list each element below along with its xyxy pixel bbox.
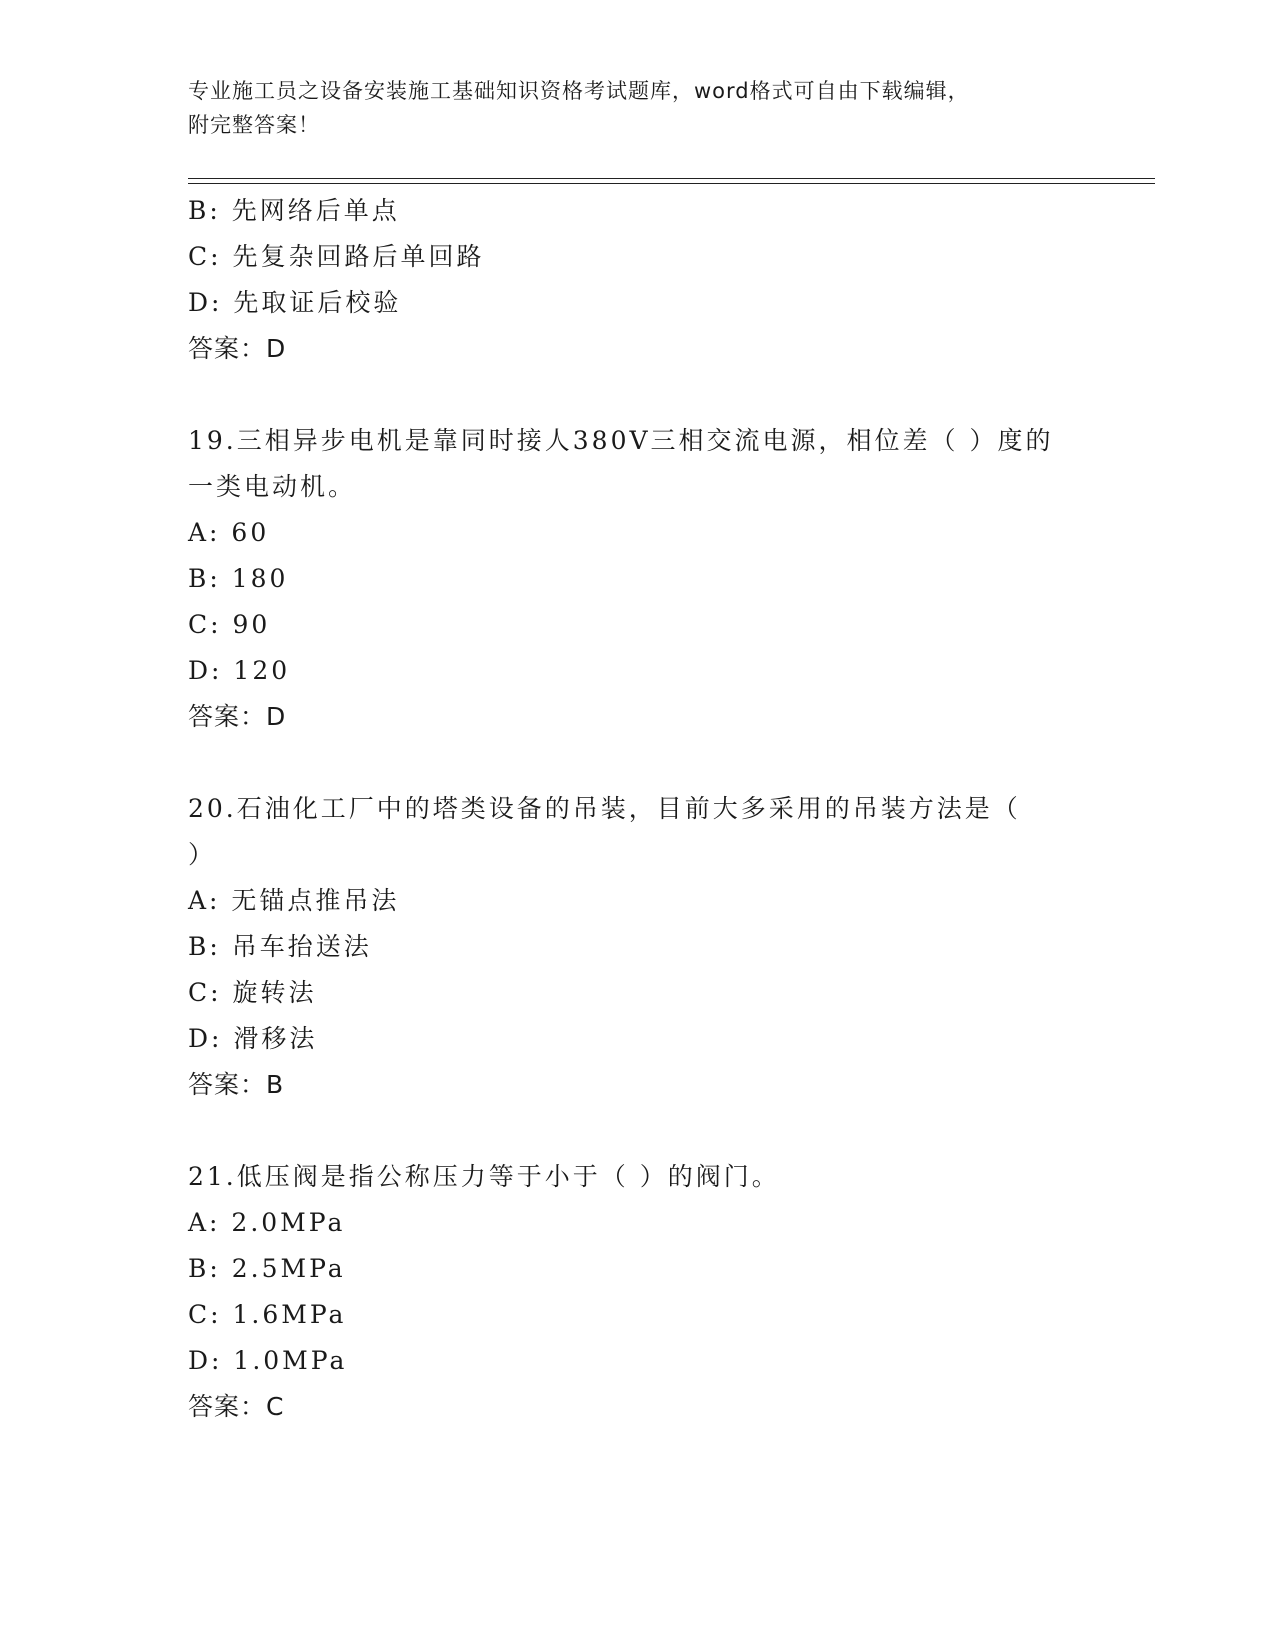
option-c: C: 90 [188,610,271,639]
spacer [188,1108,1148,1154]
question-block-prev [188,188,1148,372]
option-b: B: 2.5MPa [188,1254,346,1283]
option-d: D: 1.0MPa [188,1346,348,1375]
option-d: D: 120 [188,656,291,685]
option-a: A: 无锚点推吊法 [188,886,400,915]
option-b: B: 180 [188,564,289,593]
header-line-1: 专业施工员之设备安装施工基础知识资格考试题库，word格式可自由下载编辑， [188,79,970,103]
spacer [188,372,1148,418]
question-stem: 19.三相异步电机是靠同时接人380V三相交流电源，相位差（ ）度的 [188,426,1054,455]
answer-line: 答案：C [188,1392,285,1421]
answer-line: 答案：D [188,334,287,363]
header-divider-bottom [188,183,1155,184]
question-stem: 21.低压阀是指公称压力等于小于（ ）的阀门。 [188,1162,780,1191]
question-block-21 [188,1154,1148,1430]
header-divider-top [188,178,1155,179]
spacer [188,740,1148,786]
answer-line: 答案：D [188,702,287,731]
option-b: B: 先网络后单点 [188,196,400,225]
option-a: A: 2.0MPa [188,1208,346,1237]
answer-line: 答案：B [188,1070,285,1099]
option-d: D: 滑移法 [188,1024,318,1053]
option-b: B: 吊车抬送法 [188,932,372,961]
question-stem-continued: ） [188,840,217,869]
question-block-20 [188,786,1148,1108]
question-stem-continued: 一类电动机。 [188,472,357,501]
document-header [188,74,1088,142]
option-d: D: 先取证后校验 [188,288,402,317]
option-c: C: 旋转法 [188,978,317,1007]
question-block-19 [188,418,1148,740]
option-c: C: 1.6MPa [188,1300,347,1329]
header-line-2: 附完整答案！ [188,113,320,137]
option-c: C: 先复杂回路后单回路 [188,242,485,271]
question-list [188,188,1148,1430]
option-a: A: 60 [188,518,270,547]
question-stem: 20.石油化工厂中的塔类设备的吊装，目前大多采用的吊装方法是（ [188,794,1021,823]
